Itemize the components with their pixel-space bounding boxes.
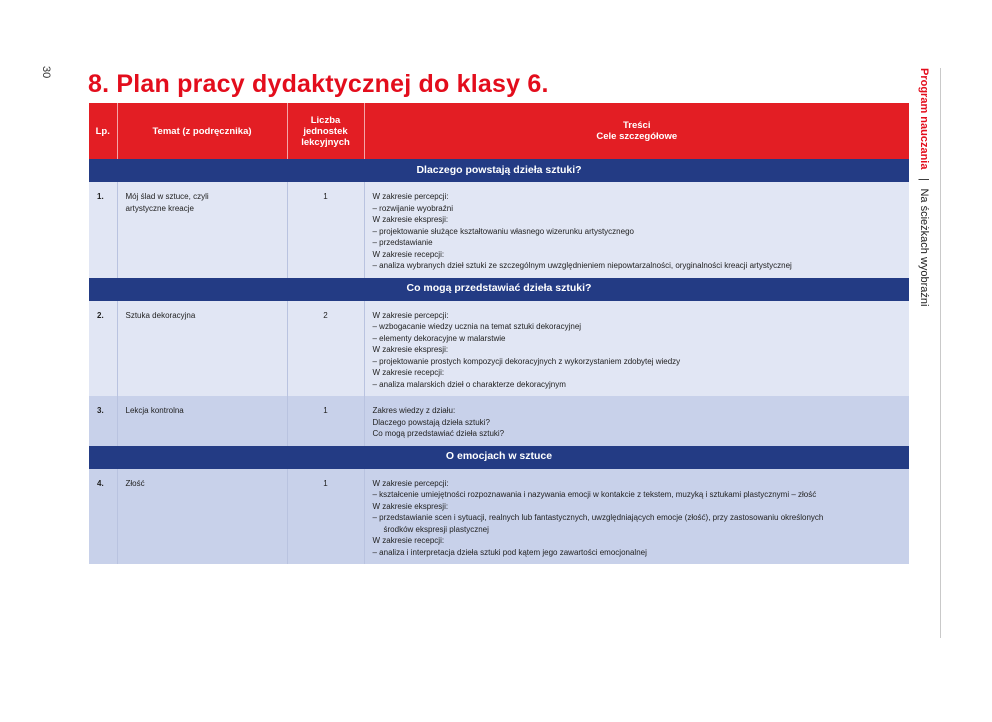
table-row bbox=[89, 301, 909, 397]
row-content bbox=[364, 182, 909, 278]
topic-line: Sztuka dekoracyjna bbox=[125, 310, 196, 320]
page-title: 8. Plan pracy dydaktycznej do klasy 6. bbox=[88, 70, 549, 98]
table-row bbox=[89, 182, 909, 278]
content-line: W zakresie recepcji: bbox=[372, 536, 445, 545]
topic-line: Mój ślad w sztuce, czyli bbox=[125, 192, 209, 201]
side-label-title: Na ścieżkach wyobraźni bbox=[918, 188, 930, 307]
content-line: – kształcenie umiejętności rozpoznawania i nazywania emocji w kontakcie z tekstem, muzyką i sztukami plastycznymi – złość bbox=[372, 490, 817, 499]
content-line: W zakresie ekspresji: bbox=[372, 501, 449, 511]
content-line: – analiza malarskich dzieł o charakterze dekoracyjnym bbox=[372, 379, 566, 389]
content-line: środków ekspresji plastycznej bbox=[383, 524, 489, 534]
row-units: 1 bbox=[287, 469, 364, 565]
content-line: – projektowanie prostych kompozycji dekoracyjnych z wykorzystaniem zdobytej wiedzy bbox=[372, 356, 681, 366]
header-units bbox=[287, 103, 364, 159]
content-line: – rozwijanie wyobraźni bbox=[372, 203, 453, 213]
content-line: W zakresie recepcji: bbox=[372, 368, 445, 377]
table-header-row bbox=[89, 103, 909, 159]
row-number: 3. bbox=[89, 396, 117, 446]
section-title: O emocjach w sztuce bbox=[89, 446, 909, 469]
header-units-line: jednostek bbox=[303, 125, 348, 137]
content-line: W zakresie percepcji: bbox=[372, 310, 449, 320]
row-topic bbox=[117, 182, 287, 278]
header-units-line: Liczba bbox=[310, 114, 341, 126]
header-lp: Lp. bbox=[89, 103, 117, 159]
content-line: – analiza wybranych dzieł sztuki ze szczególnym uwzględnieniem niepowtarzalności, oryginalności kreacji artystycznej bbox=[372, 261, 792, 270]
side-label-separator: | bbox=[918, 177, 930, 181]
content-line: W zakresie ekspresji: bbox=[372, 215, 449, 224]
content-line: W zakresie percepcji: bbox=[372, 478, 449, 488]
header-content-line: Cele szczegółowe bbox=[596, 131, 678, 142]
content-line: – elementy dekoracyjne w malarstwie bbox=[372, 333, 506, 343]
content-line: Zakres wiedzy z działu: bbox=[372, 406, 456, 415]
lesson-plan-table bbox=[89, 103, 909, 564]
table-row bbox=[89, 469, 909, 565]
table-row bbox=[89, 396, 909, 446]
content-line: – przedstawianie bbox=[372, 238, 433, 247]
row-topic bbox=[117, 301, 287, 397]
content-line: Dlaczego powstają dzieła sztuki? bbox=[372, 417, 490, 427]
content-line: – wzbogacanie wiedzy ucznia na temat sztuki dekoracyjnej bbox=[372, 322, 582, 331]
header-content-line: Treści bbox=[623, 120, 651, 131]
header-content bbox=[364, 103, 909, 159]
section-row bbox=[89, 446, 909, 469]
row-topic bbox=[117, 469, 287, 565]
row-number: 4. bbox=[89, 469, 117, 565]
content-line: W zakresie recepcji: bbox=[372, 249, 445, 259]
row-content bbox=[364, 469, 909, 565]
row-number: 2. bbox=[89, 301, 117, 397]
header-topic: Temat (z podręcznika) bbox=[117, 103, 287, 159]
row-units: 1 bbox=[287, 396, 364, 446]
topic-line: artystyczne kreacje bbox=[125, 203, 194, 213]
topic-line: Lekcja kontrolna bbox=[125, 406, 184, 415]
row-content bbox=[364, 396, 909, 446]
row-topic bbox=[117, 396, 287, 446]
content-line: – analiza i interpretacja dzieła sztuki pod kątem jego zawartości emocjonalnej bbox=[372, 547, 647, 557]
content-line: – przedstawianie scen i sytuacji, realnych lub fantastycznych, uwzględniających emocje (złość), przy zastosowaniu określonych bbox=[372, 513, 824, 522]
content-line: W zakresie ekspresji: bbox=[372, 345, 449, 354]
content-line: W zakresie percepcji: bbox=[372, 192, 449, 201]
topic-line: Złość bbox=[125, 478, 145, 488]
side-divider bbox=[940, 68, 941, 638]
row-units: 1 bbox=[287, 182, 364, 278]
header-units-line: lekcyjnych bbox=[301, 136, 350, 148]
section-row bbox=[89, 278, 909, 301]
section-row bbox=[89, 159, 909, 182]
row-units: 2 bbox=[287, 301, 364, 397]
row-content bbox=[364, 301, 909, 397]
section-title: Dlaczego powstają dzieła sztuki? bbox=[89, 159, 909, 182]
section-title: Co mogą przedstawiać dzieła sztuki? bbox=[89, 278, 909, 301]
content-line: Co mogą przedstawiać dzieła sztuki? bbox=[372, 429, 505, 438]
side-label-program: Program nauczania bbox=[918, 68, 930, 170]
content-line: – projektowanie służące kształtowaniu własnego wizerunku artystycznego bbox=[372, 226, 634, 236]
side-running-header bbox=[918, 68, 930, 306]
row-number: 1. bbox=[89, 182, 117, 278]
page-number: 30 bbox=[40, 66, 52, 79]
